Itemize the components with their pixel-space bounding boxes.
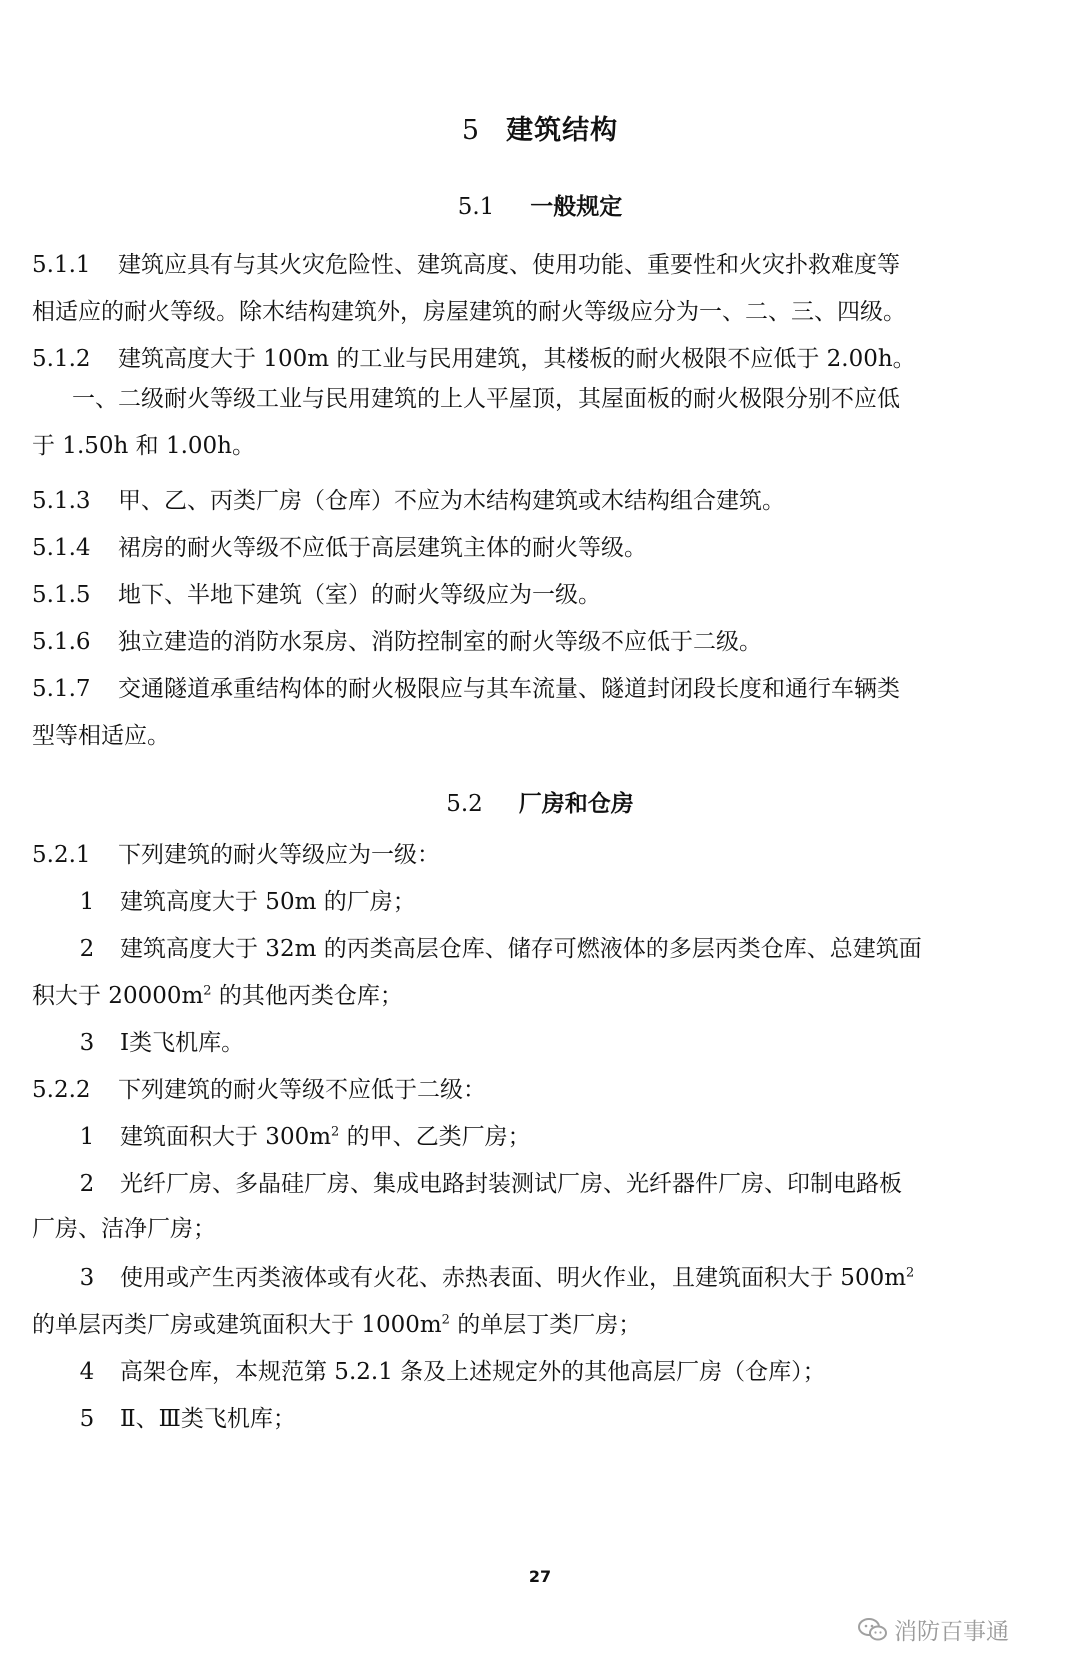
clause-5-1-2-line-3: 于 1.50h 和 1.00h。 bbox=[32, 433, 255, 459]
item-text: 光纤厂房、多晶硅厂房、集成电路封装测试厂房、光纤器件厂房、印制电路板 bbox=[120, 1171, 902, 1197]
clause-number: 5.1.2 bbox=[32, 346, 91, 372]
clause-5-1-2-line-2: 一、二级耐火等级工业与民用建筑的上人平屋顶，其屋面板的耐火极限分别不应低 bbox=[72, 386, 900, 412]
clause-5-2-1-item-1 bbox=[32, 887, 1042, 917]
clause-number: 5.1.4 bbox=[32, 535, 91, 561]
clause-5-2-2-item-3-line-1 bbox=[32, 1263, 1042, 1293]
item-text: 的甲、乙类厂房； bbox=[339, 1124, 531, 1150]
clause-number: 5.1.6 bbox=[32, 629, 91, 655]
section-heading-5-2 bbox=[0, 785, 1080, 818]
clause-5-1-2-line-1 bbox=[32, 344, 1042, 374]
item-number: 5 bbox=[79, 1406, 95, 1432]
item-text: 的单层丙类厂房或建筑面积大于 1000m bbox=[32, 1312, 442, 1338]
item-text: 建筑高度大于 32m 的丙类高层仓库、储存可燃液体的多层丙类仓库、总建筑面 bbox=[120, 936, 922, 962]
clause-5-2-1-item-2-line-1 bbox=[32, 934, 1042, 964]
clause-text: 裙房的耐火等级不应低于高层建筑主体的耐火等级。 bbox=[118, 535, 647, 561]
clause-5-2-1-item-2-line-2 bbox=[32, 981, 1042, 1011]
item-number: 1 bbox=[79, 889, 95, 915]
clause-text: 建筑应具有与其火灾危险性、建筑高度、使用功能、重要性和火灾扑救难度等 bbox=[118, 252, 900, 278]
clause-text: 甲、乙、丙类厂房（仓库）不应为木结构建筑或木结构组合建筑。 bbox=[118, 488, 785, 514]
clause-5-1-6 bbox=[32, 627, 1042, 657]
clause-5-2-2-item-2-line-2: 厂房、洁净厂房； bbox=[32, 1216, 216, 1242]
clause-number: 5.2.2 bbox=[32, 1077, 91, 1103]
wechat-icon bbox=[858, 1617, 888, 1643]
clause-number: 5.1.5 bbox=[32, 582, 91, 608]
watermark bbox=[858, 1613, 1009, 1646]
chapter-title: 建筑结构 bbox=[506, 115, 619, 146]
page-number: 27 bbox=[528, 1567, 552, 1586]
superscript: 2 bbox=[906, 1265, 915, 1281]
section-title: 厂房和仓房 bbox=[518, 790, 634, 817]
clause-5-2-2-item-5 bbox=[32, 1404, 1042, 1434]
chapter-heading bbox=[0, 108, 1080, 147]
item-text: 建筑高度大于 50m 的厂房； bbox=[120, 889, 416, 915]
clause-5-1-5 bbox=[32, 580, 1042, 610]
superscript: 2 bbox=[331, 1124, 340, 1140]
item-number: 4 bbox=[79, 1359, 95, 1385]
clause-5-2-2-item-2-line-1 bbox=[32, 1169, 1042, 1199]
section-title: 一般规定 bbox=[530, 193, 623, 220]
item-number: 3 bbox=[79, 1265, 95, 1291]
item-number: 3 bbox=[79, 1030, 95, 1056]
clause-5-1-1-line-1 bbox=[32, 250, 1042, 280]
clause-text: 建筑高度大于 100m 的工业与民用建筑，其楼板的耐火极限不应低于 2.00h。 bbox=[118, 346, 916, 372]
clause-text: 下列建筑的耐火等级不应低于二级： bbox=[118, 1077, 486, 1103]
clause-5-1-4 bbox=[32, 533, 1042, 563]
clause-number: 5.2.1 bbox=[32, 842, 91, 868]
item-text: Ⅰ类飞机库。 bbox=[120, 1030, 245, 1056]
item-text: 使用或产生丙类液体或有火花、赤热表面、明火作业，且建筑面积大于 500m bbox=[120, 1265, 907, 1291]
item-number: 2 bbox=[79, 1171, 95, 1197]
clause-text: 地下、半地下建筑（室）的耐火等级应为一级。 bbox=[118, 582, 601, 608]
clause-5-2-2-intro bbox=[32, 1075, 1042, 1105]
clause-number: 5.1.1 bbox=[32, 252, 91, 278]
clause-5-1-7-line-1 bbox=[32, 674, 1042, 704]
clause-5-1-3 bbox=[32, 486, 1042, 516]
superscript: 2 bbox=[203, 983, 212, 999]
item-number: 2 bbox=[79, 936, 95, 962]
clause-5-2-1-intro bbox=[32, 840, 1042, 870]
item-number: 1 bbox=[79, 1124, 95, 1150]
clause-text: 交通隧道承重结构体的耐火极限应与其车流量、隧道封闭段长度和通行车辆类 bbox=[118, 676, 900, 702]
clause-5-2-2-item-4 bbox=[32, 1357, 1042, 1387]
clause-text: 独立建造的消防水泵房、消防控制室的耐火等级不应低于二级。 bbox=[118, 629, 762, 655]
chapter-number: 5 bbox=[461, 115, 481, 146]
clause-5-1-7-line-2: 型等相适应。 bbox=[32, 723, 170, 749]
clause-number: 5.1.3 bbox=[32, 488, 91, 514]
superscript: 2 bbox=[441, 1312, 450, 1328]
section-number: 5.2 bbox=[446, 791, 483, 817]
section-heading-5-1 bbox=[0, 188, 1080, 221]
clause-5-2-2-item-3-line-2 bbox=[32, 1310, 1042, 1340]
item-text: 的单层丁类厂房； bbox=[449, 1312, 642, 1338]
clause-5-1-1-line-2: 相适应的耐火等级。除木结构建筑外，房屋建筑的耐火等级应分为一、二、三、四级。 bbox=[32, 299, 906, 325]
watermark-text: 消防百事通 bbox=[894, 1619, 1009, 1645]
clause-text: 下列建筑的耐火等级应为一级： bbox=[118, 842, 440, 868]
item-text: 高架仓库，本规范第 5.2.1 条及上述规定外的其他高层厂房（仓库）； bbox=[120, 1359, 826, 1385]
item-text: Ⅱ、Ⅲ类飞机库； bbox=[120, 1406, 296, 1432]
clause-5-2-2-item-1 bbox=[32, 1122, 1042, 1152]
item-text: 建筑面积大于 300m bbox=[120, 1124, 332, 1150]
section-number: 5.1 bbox=[457, 194, 495, 220]
item-text: 的其他丙类仓库； bbox=[211, 983, 403, 1009]
clause-number: 5.1.7 bbox=[32, 676, 91, 702]
item-text: 积大于 20000m bbox=[32, 983, 204, 1009]
clause-5-2-1-item-3 bbox=[32, 1028, 1042, 1058]
